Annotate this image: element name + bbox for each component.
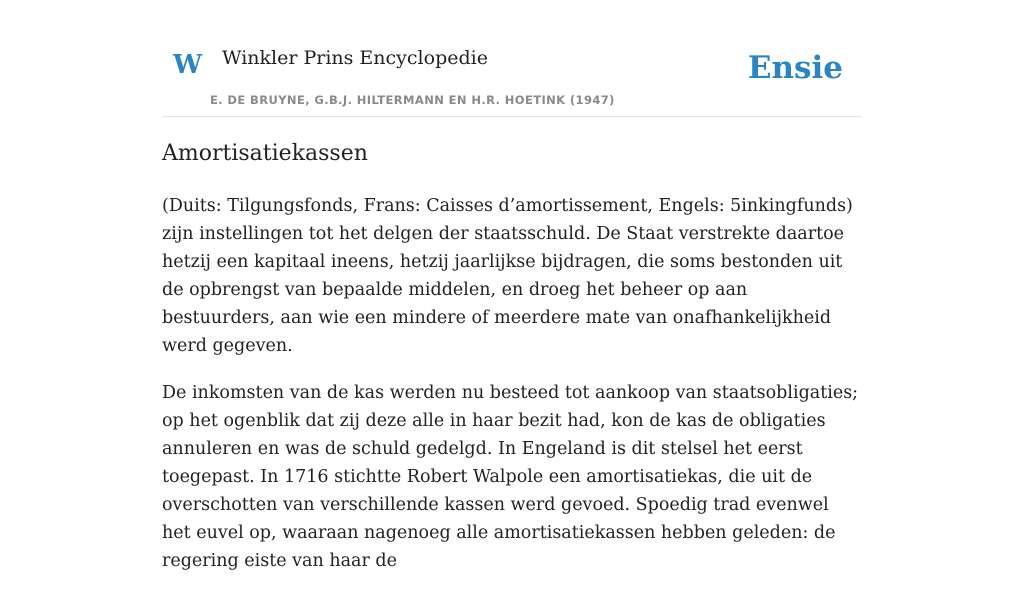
- entry-title: Amortisatiekassen: [162, 141, 368, 166]
- source-header: [162, 40, 862, 117]
- entry-body: [162, 192, 862, 594]
- source-authors: E. DE BRUYNE, G.B.J. HILTERMANN EN H.R. HOETINK (1947): [210, 93, 615, 107]
- paragraph: (Duits: Tilgungsfonds, Frans: Caisses d’amortissement, Engels: 5inkingfunds) zijn instellingen tot het delgen der staatsschuld. De Staat verstrekte daartoe hetzij een kapitaal ineens, hetzij jaarlijkse bijdragen, die soms bestonden uit de opbrengst van bepaalde middelen, en droeg het beheer op aan bestuurders, aan wie een mindere of meerdere mate van onafhankelijkheid werd gegeven.: [162, 196, 853, 356]
- ensie-logo[interactable]: Ensie: [747, 50, 843, 86]
- source-title[interactable]: Winkler Prins Encyclopedie: [222, 47, 488, 69]
- winkler-prins-logo[interactable]: W: [173, 50, 203, 80]
- paragraph: De inkomsten van de kas werden nu besteed tot aankoop van staatsobligaties; op het ogenblik dat zij deze alle in haar bezit had, kon de kas de obligaties annuleren en was de schuld gedelgd. In Engeland is dit stelsel het eerst toegepast. In 1716 stichtte Robert Walpole een amortisatiekas, die uit de overschotten van verschillende kassen werd gevoed. Spoedig trad evenwel het euvel op, waaraan nagenoeg alle amortisatiekassen hebben geleden: de regering eiste van haar de: [162, 383, 859, 571]
